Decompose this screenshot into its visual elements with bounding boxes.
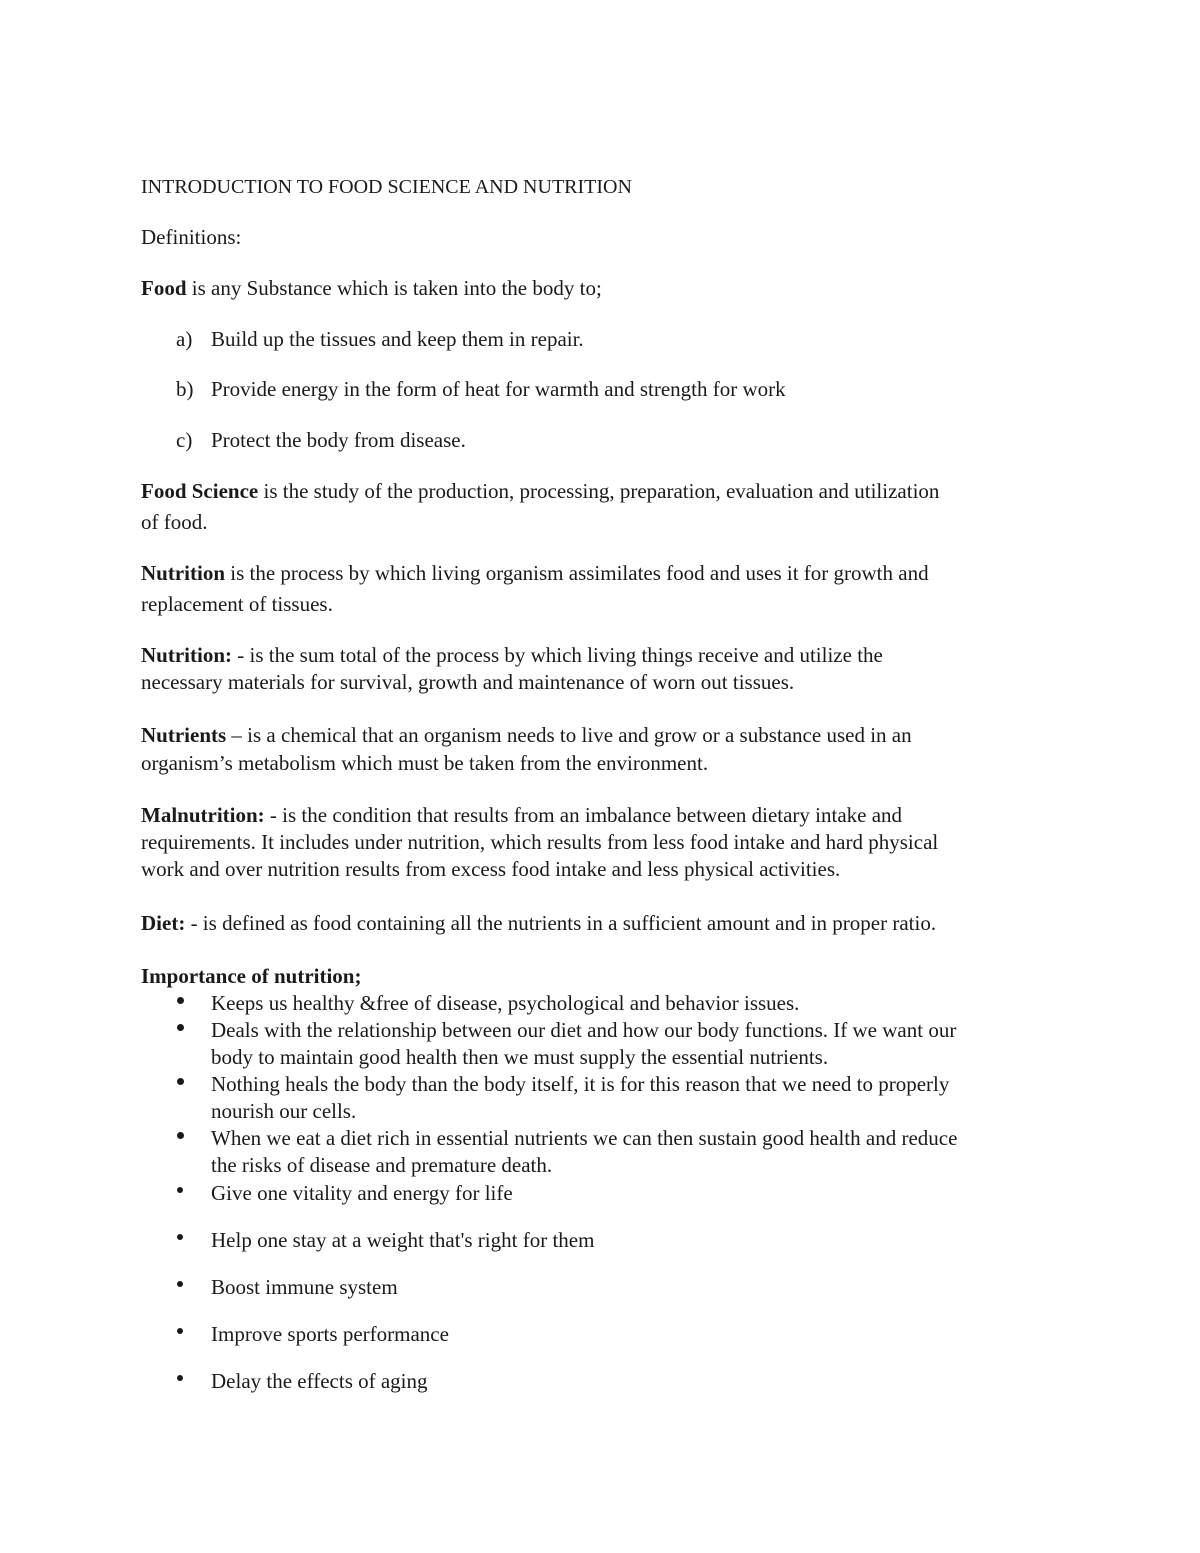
food-item-b: Provide energy in the form of heat for warmth and strength for work [211, 377, 786, 401]
importance-bullet-7: Boost immune system [211, 1275, 398, 1299]
bullet-icon [177, 1187, 183, 1193]
malnutrition-definition [141, 802, 902, 829]
importance-bullet-9: Delay the effects of aging [211, 1369, 428, 1393]
diet-text: - is defined as food containing all the nutrients in a sufficient amount and in proper ratio. [185, 911, 937, 935]
definitions-heading: Definitions: [141, 225, 242, 249]
bullet-icon [177, 1281, 183, 1287]
food-item-c: Protect the body from disease. [211, 428, 466, 452]
term-diet: Diet: [141, 911, 186, 935]
importance-bullet-1: Keeps us healthy &free of disease, psychological and behavior issues. [211, 991, 800, 1015]
food-item-a: Build up the tissues and keep them in repair. [211, 327, 584, 351]
term-nutrition: Nutrition [141, 561, 225, 585]
term-nutrition-colon: Nutrition: [141, 643, 232, 667]
food-science-line2: of food. [141, 510, 208, 534]
malnutrition-line1: - is the condition that results from an imbalance between dietary intake and [264, 803, 903, 827]
nutrients-line1: – is a chemical that an organism needs to live and grow or a substance used in an [226, 723, 912, 747]
food-definition-text: is any Substance which is taken into the body to; [186, 276, 602, 300]
term-food-science: Food Science [141, 479, 259, 503]
importance-heading: Importance of nutrition; [141, 964, 362, 988]
list-marker-c: c) [176, 428, 193, 452]
bullet-icon [177, 1375, 183, 1381]
importance-bullet-6: Help one stay at a weight that's right for them [211, 1228, 595, 1252]
importance-bullet-2: Deals with the relationship between our diet and how our body functions. If we want our [211, 1018, 957, 1042]
term-food: Food [141, 276, 187, 300]
food-science-definition [141, 478, 939, 505]
bullet-icon [177, 1328, 183, 1334]
food-science-line1: is the study of the production, processing, preparation, evaluation and utilization [258, 479, 940, 503]
food-definition [141, 275, 602, 302]
document-title: INTRODUCTION TO FOOD SCIENCE AND NUTRITION [141, 176, 632, 198]
bullet-icon [177, 1132, 184, 1139]
importance-bullet-8: Improve sports performance [211, 1322, 449, 1346]
diet-definition [141, 910, 936, 937]
importance-bullet-3: Nothing heals the body than the body itself, it is for this reason that we need to properly [211, 1072, 950, 1096]
nutrition-definition-2 [141, 642, 883, 669]
term-nutrients: Nutrients [141, 723, 227, 747]
bullet-icon [177, 997, 184, 1004]
list-marker-b: b) [176, 377, 194, 401]
nutrition-1-line1: is the process by which living organism assimilates food and uses it for growth and [225, 561, 929, 585]
importance-bullet-2-line2: body to maintain good health then we must supply the essential nutrients. [211, 1045, 829, 1069]
list-marker-a: a) [176, 327, 193, 351]
importance-bullet-4: When we eat a diet rich in essential nutrients we can then sustain good health and reduce [211, 1126, 958, 1150]
nutrients-definition [141, 722, 912, 749]
importance-bullet-3-line2: nourish our cells. [211, 1099, 357, 1123]
nutrition-definition-1 [141, 560, 929, 587]
bullet-icon [177, 1078, 184, 1085]
term-malnutrition: Malnutrition: [141, 803, 265, 827]
nutrition-2-line1: - is the sum total of the process by which living things receive and utilize the [232, 643, 883, 667]
malnutrition-line3: work and over nutrition results from excess food intake and less physical activities. [141, 857, 841, 881]
importance-bullet-5: Give one vitality and energy for life [211, 1181, 513, 1205]
nutrition-1-line2: replacement of tissues. [141, 592, 333, 616]
importance-bullet-4-line2: the risks of disease and premature death. [211, 1153, 553, 1177]
malnutrition-line2: requirements. It includes under nutrition, which results from less food intake and hard physical [141, 830, 939, 854]
bullet-icon [177, 1234, 183, 1240]
nutrition-2-line2: necessary materials for survival, growth and maintenance of worn out tissues. [141, 670, 795, 694]
nutrients-line2: organism’s metabolism which must be taken from the environment. [141, 751, 709, 775]
bullet-icon [177, 1024, 184, 1031]
